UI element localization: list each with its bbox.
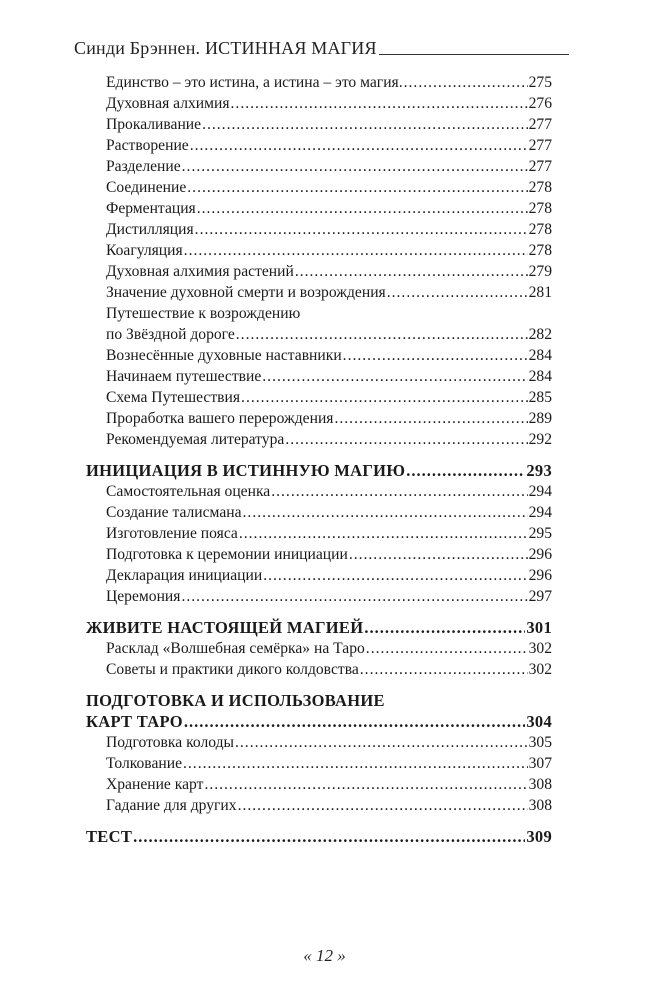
toc-section-live [86,617,552,638]
header-rule [379,54,569,55]
toc-entry-title: Проработка вашего перерождения [106,410,334,427]
leader-dots [349,544,528,565]
toc-section-title: КАРТ ТАРО [86,712,183,731]
leader-dots [406,460,525,481]
toc-entry-page: 277 [528,116,552,133]
toc-section-page: 309 [526,827,552,846]
toc-entry [86,135,552,156]
toc-section-tarot-line2 [86,711,552,732]
leader-dots [404,72,528,93]
leader-dots [184,711,525,732]
toc-entry-page: 276 [528,95,552,112]
leader-dots [182,156,528,177]
toc-entry-title: Подготовка колоды [106,734,234,751]
table-of-contents [86,72,552,847]
leader-dots [295,261,528,282]
toc-entry-page: 284 [528,347,552,364]
toc-entry-page: 296 [528,546,552,563]
toc-entry-journey-line1 [86,303,552,324]
leader-dots [239,523,528,544]
toc-entry-title: Разделение [106,158,181,175]
toc-entry-title: Начинаем путешествие [106,368,262,385]
toc-entry-page: 282 [528,326,552,343]
leader-dots [360,659,528,680]
toc-entry-title: Дистилляция [106,221,194,238]
running-header-title: Синди Брэннен. ИСТИННАЯ МАГИЯ [74,38,377,58]
toc-entry-title: Толкование [106,755,182,772]
leader-dots [202,114,528,135]
toc-entry-title: Значение духовной смерти и возрождения [106,284,386,301]
leader-dots [133,826,525,847]
leader-dots [231,93,528,114]
toc-entry [86,177,552,198]
toc-entry [86,659,552,680]
leader-dots [271,481,527,502]
toc-entry [86,481,552,502]
toc-entry-page: 278 [528,200,552,217]
toc-entry-page: 292 [528,431,552,448]
toc-entry-page: 297 [528,588,552,605]
leader-dots [197,198,528,219]
toc-entry [86,219,552,240]
leader-dots [285,429,527,450]
toc-entry [86,502,552,523]
toc-entry-page: 285 [528,389,552,406]
leader-dots [238,795,528,816]
toc-entry-title: Духовная алхимия [106,95,230,112]
toc-entry [86,240,552,261]
toc-section-title: ТЕСТ [86,827,133,846]
toc-section-page: 301 [526,618,552,637]
toc-entry [86,114,552,135]
toc-entry-page: 307 [528,755,552,772]
toc-entry-page: 289 [528,410,552,427]
toc-section-title: ПОДГОТОВКА И ИСПОЛЬЗОВАНИЕ [86,691,385,710]
toc-entry [86,72,552,93]
toc-entry-page: 277 [528,158,552,175]
toc-entry-title: Ферментация [106,200,196,217]
toc-section-test [86,826,552,847]
toc-entry-title: Самостоятельная оценка [106,483,271,500]
toc-entry-page: 296 [528,567,552,584]
toc-entry-title: по Звёздной дороге [106,326,235,343]
toc-entry-title: Советы и практики дикого колдовства [106,661,359,678]
toc-entry [86,586,552,607]
toc-entry-page: 308 [528,776,552,793]
toc-entry-page: 305 [528,734,552,751]
leader-dots [334,408,527,429]
toc-entry-title: Хранение карт [106,776,204,793]
page-number: « 12 » [303,946,346,965]
toc-entry-page: 284 [528,368,552,385]
toc-entry [86,544,552,565]
toc-entry-title: Рекомендуемая литература [106,431,285,448]
toc-entry-page: 294 [528,483,552,500]
toc-entry-page: 295 [528,525,552,542]
leader-dots [263,565,527,586]
toc-entry-page: 302 [528,640,552,657]
toc-entry-title: Гадание для других [106,797,237,814]
toc-section-page: 304 [526,712,552,731]
leader-dots [366,638,528,659]
leader-dots [387,282,528,303]
toc-entry-page: 279 [528,263,552,280]
leader-dots [236,324,528,345]
toc-entry-title: Коагуляция [106,242,183,259]
leader-dots [262,366,527,387]
leader-dots [364,617,525,638]
toc-entry [86,261,552,282]
toc-entry-title: Путешествие к возрождению [106,305,301,322]
toc-entry-page: 277 [528,137,552,154]
toc-entry [86,93,552,114]
toc-section-page: 293 [526,461,552,480]
toc-entry-title: Изготовление пояса [106,525,238,542]
toc-entry-page: 278 [528,179,552,196]
toc-entry [86,523,552,544]
running-header [74,32,569,58]
toc-entry [86,387,552,408]
toc-entry-title: Растворение [106,137,189,154]
toc-entry [86,345,552,366]
toc-section-initiation [86,460,552,481]
leader-dots [343,345,528,366]
toc-entry-page: 278 [528,221,552,238]
toc-entry [86,408,552,429]
toc-entry-journey-line2 [86,324,552,345]
toc-entry [86,732,552,753]
toc-entry [86,753,552,774]
toc-entry [86,366,552,387]
toc-entry-title: Церемония [106,588,181,605]
toc-entry-title: Соединение [106,179,187,196]
toc-entry-title: Духовная алхимия растений [106,263,294,280]
toc-entry-page: 308 [528,797,552,814]
toc-entry [86,638,552,659]
toc-section-tarot-line1 [86,690,552,711]
toc-entry [86,282,552,303]
leader-dots [195,219,528,240]
leader-dots [190,135,528,156]
toc-entry-title: Расклад «Волшебная семёрка» на Таро [106,640,365,657]
toc-section-title: ИНИЦИАЦИЯ В ИСТИННУЮ МАГИЮ [86,461,406,480]
leader-dots [183,753,528,774]
toc-entry-title: Подготовка к церемонии инициации [106,546,348,563]
toc-entry [86,198,552,219]
leader-dots [187,177,527,198]
toc-entry [86,774,552,795]
toc-entry-title: Прокаливание [106,116,202,133]
leader-dots [181,586,527,607]
leader-dots [241,387,528,408]
toc-entry [86,795,552,816]
leader-dots [235,732,528,753]
toc-entry-page: 275 [528,74,552,91]
toc-entry-page: 294 [528,504,552,521]
toc-entry-page: 278 [528,242,552,259]
toc-entry-page: 281 [528,284,552,301]
leader-dots [204,774,527,795]
toc-entry-title: Единство – это истина, а истина – это магия. [106,74,403,91]
toc-entry-title: Создание талисмана [106,504,242,521]
toc-entry-title: Схема Путешествия [106,389,241,406]
toc-entry-title: Декларация инициации [106,567,263,584]
toc-entry [86,565,552,586]
toc-section-title: ЖИВИТЕ НАСТОЯЩЕЙ МАГИЕЙ [86,618,364,637]
toc-entry-page: 302 [528,661,552,678]
leader-dots [243,502,528,523]
leader-dots [184,240,528,261]
toc-entry [86,429,552,450]
toc-entry-title: Вознесённые духовные наставники [106,347,342,364]
toc-entry [86,156,552,177]
